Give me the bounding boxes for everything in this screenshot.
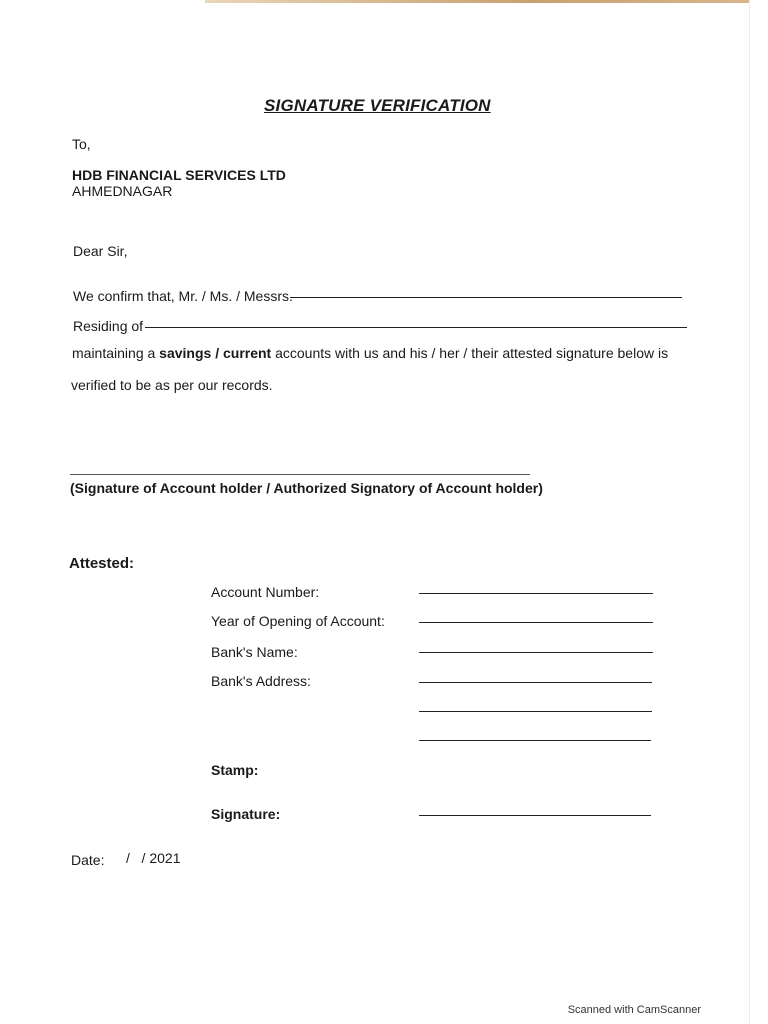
bank-address-line-3 [419,740,651,741]
maintaining-line [72,345,668,361]
confirm-label: We confirm that, Mr. / Ms. / Messrs. [73,288,293,304]
year-opening-line [419,622,653,623]
residing-field-line [145,327,687,328]
residing-label: Residing of [73,318,144,334]
date-label: Date: [71,852,105,868]
account-types: savings / current [159,345,272,361]
name-field-line [290,297,682,298]
account-number-line [419,593,653,594]
greeting: Dear Sir, [73,243,128,259]
maintaining-suffix: accounts with us and his / her / their attested signature below is [275,345,669,361]
maintaining-prefix: maintaining a [72,345,156,361]
signature-caption: (Signature of Account holder / Authorized Signatory of Account holder) [70,480,543,496]
bank-signature-line [419,815,651,816]
bank-address-line-1 [419,682,652,683]
date-value: / / 2021 [126,850,181,866]
stamp-label: Stamp: [211,762,259,778]
bank-address-label: Bank's Address: [211,673,311,689]
account-number-label: Account Number: [211,584,320,600]
account-holder-signature-line [70,474,530,475]
bank-name-line [419,652,653,653]
bank-address-line-2 [419,711,652,712]
salutation-to: To, [72,136,91,152]
bank-name-label: Bank's Name: [211,644,298,660]
signature-label: Signature: [211,806,281,822]
document-title: SIGNATURE VERIFICATION [264,96,491,115]
recipient-name: HDB FINANCIAL SERVICES LTD [72,167,286,183]
recipient-city: AHMEDNAGAR [72,183,173,199]
verified-text: verified to be as per our records. [71,377,273,393]
scan-top-edge [205,0,750,3]
year-opening-label: Year of Opening of Account: [211,613,385,629]
scanner-watermark: Scanned with CamScanner [567,1004,701,1016]
scan-right-edge [749,0,750,1024]
attested-heading: Attested: [69,555,135,572]
